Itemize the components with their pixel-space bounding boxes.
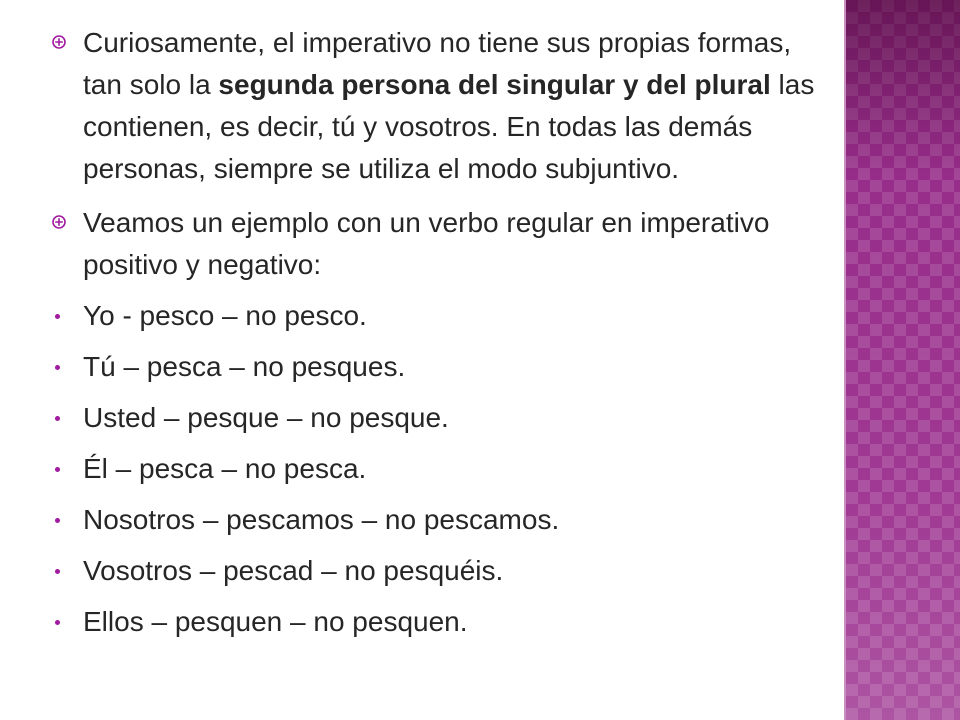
dot-bullet-icon	[55, 314, 60, 319]
paragraph-text: Curiosamente, el imperativo no tiene sus propias formas, tan solo la	[83, 27, 792, 100]
decorative-side-panel	[846, 0, 960, 720]
dot-bullet-icon	[55, 620, 60, 625]
paragraph-example-intro	[52, 202, 827, 286]
example-item	[52, 601, 827, 643]
dot-bullet-icon	[55, 518, 60, 523]
example-item	[52, 448, 827, 490]
dot-bullet-icon	[55, 416, 60, 421]
example-text: Tú – pesca – no pesques.	[83, 351, 406, 382]
example-item	[52, 499, 827, 541]
example-text: Nosotros – pescamos – no pescamos.	[83, 504, 560, 535]
example-text: Yo - pesco – no pesco.	[83, 300, 367, 331]
example-item	[52, 397, 827, 439]
circled-plus-icon	[52, 35, 66, 49]
paragraph-imperativo-intro	[52, 22, 827, 190]
example-item	[52, 346, 827, 388]
dot-bullet-icon	[55, 365, 60, 370]
dot-bullet-icon	[55, 569, 60, 574]
example-text: Vosotros – pescad – no pesquéis.	[83, 555, 504, 586]
example-text: Ellos – pesquen – no pesquen.	[83, 606, 468, 637]
example-text: Usted – pesque – no pesque.	[83, 402, 449, 433]
paragraph-text: las contienen, es decir, tú y vosotros. En todas las demás personas, siempre se utiliza el modo subjuntivo.	[83, 69, 815, 184]
example-item	[52, 550, 827, 592]
paragraph-text: Veamos un ejemplo con un verbo regular en imperativo positivo y negativo:	[83, 207, 770, 280]
example-text: Él – pesca – no pesca.	[83, 453, 367, 484]
slide-content	[52, 22, 827, 652]
circled-plus-icon	[52, 215, 66, 229]
example-item	[52, 295, 827, 337]
paragraph-bold-text: segunda persona del singular y del plural	[218, 69, 771, 100]
dot-bullet-icon	[55, 467, 60, 472]
